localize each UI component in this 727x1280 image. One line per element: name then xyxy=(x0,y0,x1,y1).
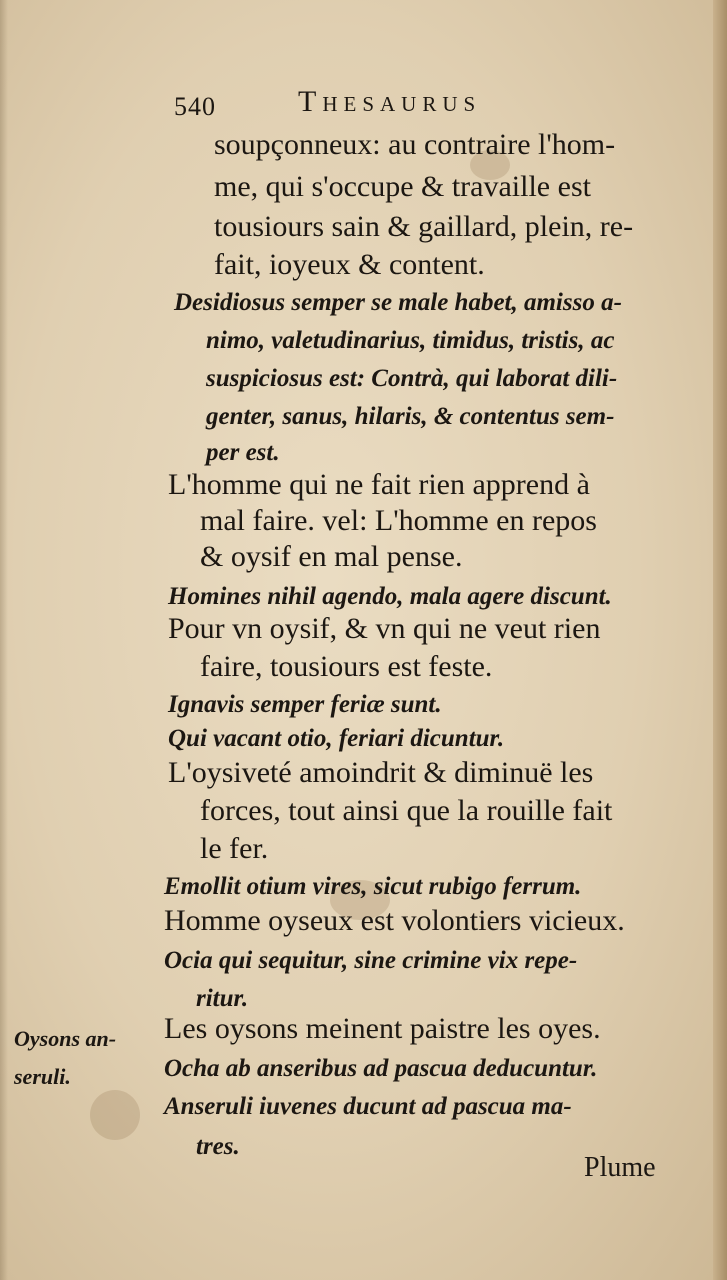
text-line: soupçonneux: au contraire l'hom- xyxy=(214,128,616,161)
latin-line: suspiciosus est: Contrà, qui laborat dili- xyxy=(206,365,618,392)
text-line: L'homme qui ne fait rien apprend à xyxy=(168,468,590,501)
text-line: forces, tout ainsi que la rouille fait xyxy=(200,794,613,827)
text-line: Homme oyseux est volontiers vicieux. xyxy=(164,904,625,937)
latin-line: Qui vacant otio, feriari dicuntur. xyxy=(168,725,505,752)
latin-line: Ignavis semper feriæ sunt. xyxy=(168,691,442,718)
latin-line: nimo, valetudinarius, timidus, tristis, ac xyxy=(206,327,615,354)
text-line: mal faire. vel: L'homme en repos xyxy=(200,504,597,537)
page-edge xyxy=(713,0,727,1280)
latin-line: per est. xyxy=(206,439,280,466)
text-line: & oysif en mal pense. xyxy=(200,540,463,573)
latin-line: tres. xyxy=(196,1133,240,1160)
text-line: le fer. xyxy=(200,832,269,865)
text-line: Pour vn oysif, & vn qui ne veut rien xyxy=(168,612,601,645)
latin-line: genter, sanus, hilaris, & contentus sem- xyxy=(206,403,615,430)
latin-line: ritur. xyxy=(196,985,249,1012)
latin-line: Emollit otium vires, sicut rubigo ferrum. xyxy=(164,873,582,900)
catchword: Plume xyxy=(584,1152,656,1183)
text-line: tousiours sain & gaillard, plein, re- xyxy=(214,210,634,243)
latin-line: Homines nihil agendo, mala agere discunt. xyxy=(168,583,612,610)
text-line: Les oysons meinent paistre les oyes. xyxy=(164,1012,601,1045)
latin-line: Desidiosus semper se male habet, amisso a- xyxy=(174,289,622,316)
foxing-stain xyxy=(90,1090,140,1140)
margin-note: Oysons an- xyxy=(14,1026,117,1051)
text-line: faire, tousiours est feste. xyxy=(200,650,493,683)
text-line: fait, ioyeux & content. xyxy=(214,248,485,281)
latin-line: Anseruli iuvenes ducunt ad pascua ma- xyxy=(164,1093,572,1120)
text-line: me, qui s'occupe & travaille est xyxy=(214,170,591,203)
margin-note: seruli. xyxy=(14,1064,71,1089)
text-line: L'oysiveté amoindrit & diminuë les xyxy=(168,756,594,789)
page-gutter-shadow xyxy=(0,0,8,1280)
latin-line: Ocha ab anseribus ad pascua deducuntur. xyxy=(164,1055,598,1082)
page-number: 540 xyxy=(174,92,216,121)
running-title: Thesaurus xyxy=(298,85,482,118)
latin-line: Ocia qui sequitur, sine crimine vix repe- xyxy=(164,947,578,974)
